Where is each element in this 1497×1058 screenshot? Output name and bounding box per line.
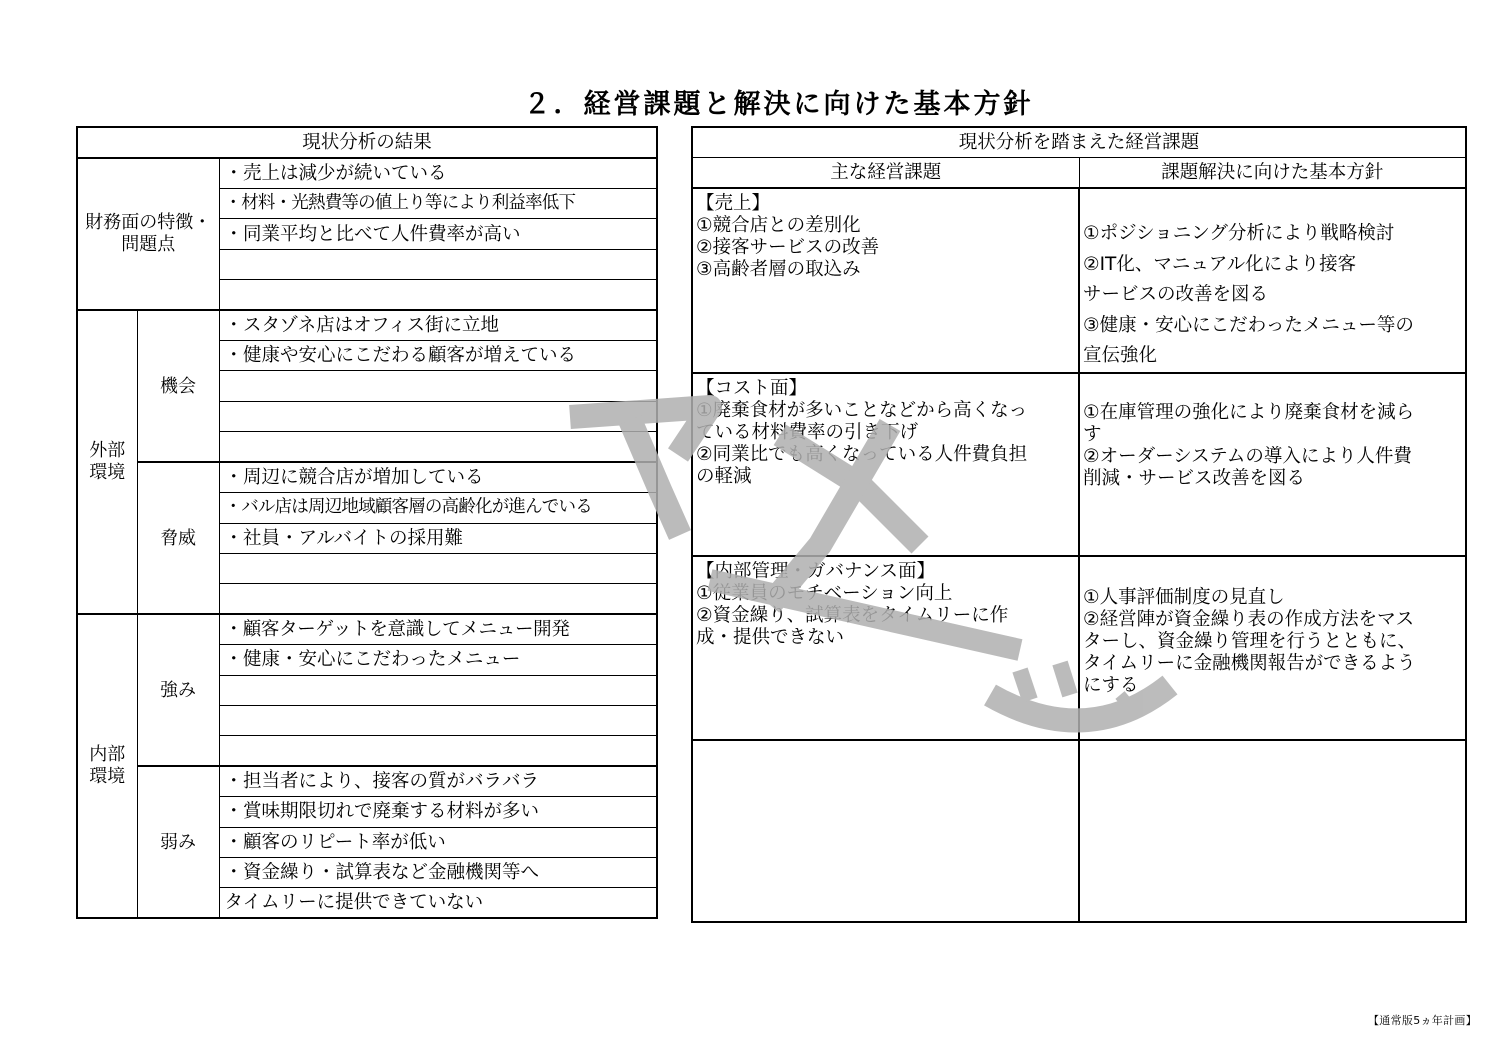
strength-item-2: ・健康・安心にこだわったメニュー [219, 645, 657, 675]
financial-item-2: ・材料・光熱費等の値上り等により利益率低下 [219, 189, 657, 219]
issue-line: の軽減 [696, 465, 752, 487]
financial-item-1: ・売上は減少が続いている [219, 158, 657, 189]
policy-line: サービスの改善を図る [1083, 284, 1269, 305]
opportunity-item-3 [219, 371, 657, 401]
policy-line: ②経営陣が資金繰り表の作成方法をマス [1083, 608, 1415, 630]
threat-label: 脅威 [137, 462, 219, 614]
section-title-cost: 【コスト面】 [696, 377, 808, 399]
issue-line: 成・提供できない [696, 626, 845, 648]
policy-line: す [1083, 423, 1102, 445]
weakness-item-2: ・賞味期限切れで廃棄する材料が多い [219, 797, 657, 827]
issue-line: ①従業員のモチベーション向上 [696, 582, 953, 604]
basic-policy-header: 課題解決に向けた基本方針 [1079, 158, 1466, 189]
weakness-item-5: タイムリーに提供できていない [219, 888, 657, 919]
management-issues-header: 現状分析を踏まえた経営課題 [692, 127, 1466, 158]
policy-line: 宣伝強化 [1083, 345, 1158, 366]
weakness-item-4: ・資金繰り・試算表など金融機関等へ [219, 858, 657, 888]
weakness-item-1: ・担当者により、接客の質がバラバラ [219, 766, 657, 797]
threat-item-1: ・周辺に競合店が増加している [219, 462, 657, 493]
current-analysis-table [76, 126, 658, 919]
opportunity-item-1: ・スタゾネ店はオフィス街に立地 [219, 310, 657, 341]
policy-line: ①在庫管理の強化により廃棄食材を減ら [1083, 401, 1415, 423]
financial-item-5 [219, 280, 657, 310]
footer-note: 【通常版5ヵ年計画】 [1368, 1014, 1477, 1027]
policy-line: ①人事評価制度の見直し [1083, 586, 1285, 608]
opportunity-item-4 [219, 401, 657, 431]
policy-line: ②IT化、マニュアル化により接客 [1083, 253, 1357, 275]
issue-cell-sales [692, 188, 1079, 373]
strength-item-1: ・顧客ターゲットを意識してメニュー開発 [219, 614, 657, 645]
section-title-governance: 【内部管理・ガバナンス面】 [696, 560, 936, 582]
policy-line: ①ポジショニング分析により戦略検討 [1083, 223, 1395, 244]
management-issues-table [691, 126, 1467, 923]
threat-item-4 [219, 553, 657, 583]
strength-item-5 [219, 736, 657, 766]
issue-line: ②接客サービスの改善 [696, 237, 880, 258]
weakness-item-3: ・顧客のリピート率が低い [219, 827, 657, 857]
issue-line: ②同業比でも高くなっている人件費負担 [696, 443, 1028, 465]
issue-line: ている材料費率の引き下げ [696, 421, 919, 443]
policy-cell-empty [1079, 740, 1466, 922]
threat-item-2: ・バル店は周辺地域顧客層の高齢化が進んでいる [219, 493, 657, 523]
threat-item-5 [219, 584, 657, 614]
financial-label: 財務面の特徴・問題点 [77, 158, 219, 310]
main-issues-header: 主な経営課題 [692, 158, 1079, 189]
page-title: ２．経営課題と解決に向けた基本方針 [523, 89, 1034, 120]
issue-line: ①廃棄食材が多いことなどから高くなっ [696, 399, 1028, 421]
current-analysis-header: 現状分析の結果 [77, 127, 657, 158]
policy-line: ②オーダーシステムの導入により人件費 [1083, 445, 1412, 467]
strength-label: 強み [137, 614, 219, 766]
policy-line: ③健康・安心にこだわったメニュー等の [1083, 314, 1414, 336]
issue-line: ②資金繰り、試算表をタイムリーに作 [696, 604, 1009, 626]
opportunity-item-2: ・健康や安心にこだわる顧客が増えている [219, 341, 657, 371]
weakness-label: 弱み [137, 766, 219, 918]
internal-label: 内部環境 [77, 614, 137, 918]
issue-cell-cost [692, 373, 1079, 556]
policy-line: 削減・サービス改善を図る [1083, 467, 1306, 489]
issue-line: ①競合店との差別化 [696, 215, 861, 236]
issue-cell-empty [692, 740, 1079, 922]
external-label: 外部環境 [77, 310, 137, 614]
opportunity-label: 機会 [137, 310, 219, 462]
policy-cell-governance [1079, 556, 1466, 740]
strength-item-3 [219, 675, 657, 705]
financial-item-4 [219, 249, 657, 279]
policy-line: にする [1083, 674, 1139, 696]
policy-cell-sales [1079, 188, 1466, 373]
issue-cell-governance [692, 556, 1079, 740]
threat-item-3: ・社員・アルバイトの採用難 [219, 523, 657, 553]
section-title-sales: 【売上】 [696, 193, 771, 214]
policy-line: ターし、資金繰り管理を行うとともに、 [1083, 630, 1417, 652]
issue-line: ③高齢者層の取込み [696, 259, 861, 280]
strength-item-4 [219, 705, 657, 735]
financial-item-3: ・同業平均と比べて人件費率が高い [219, 219, 657, 249]
policy-cell-cost [1079, 373, 1466, 556]
opportunity-item-5 [219, 432, 657, 462]
policy-line: タイムリーに金融機関報告ができるよう [1083, 652, 1416, 674]
